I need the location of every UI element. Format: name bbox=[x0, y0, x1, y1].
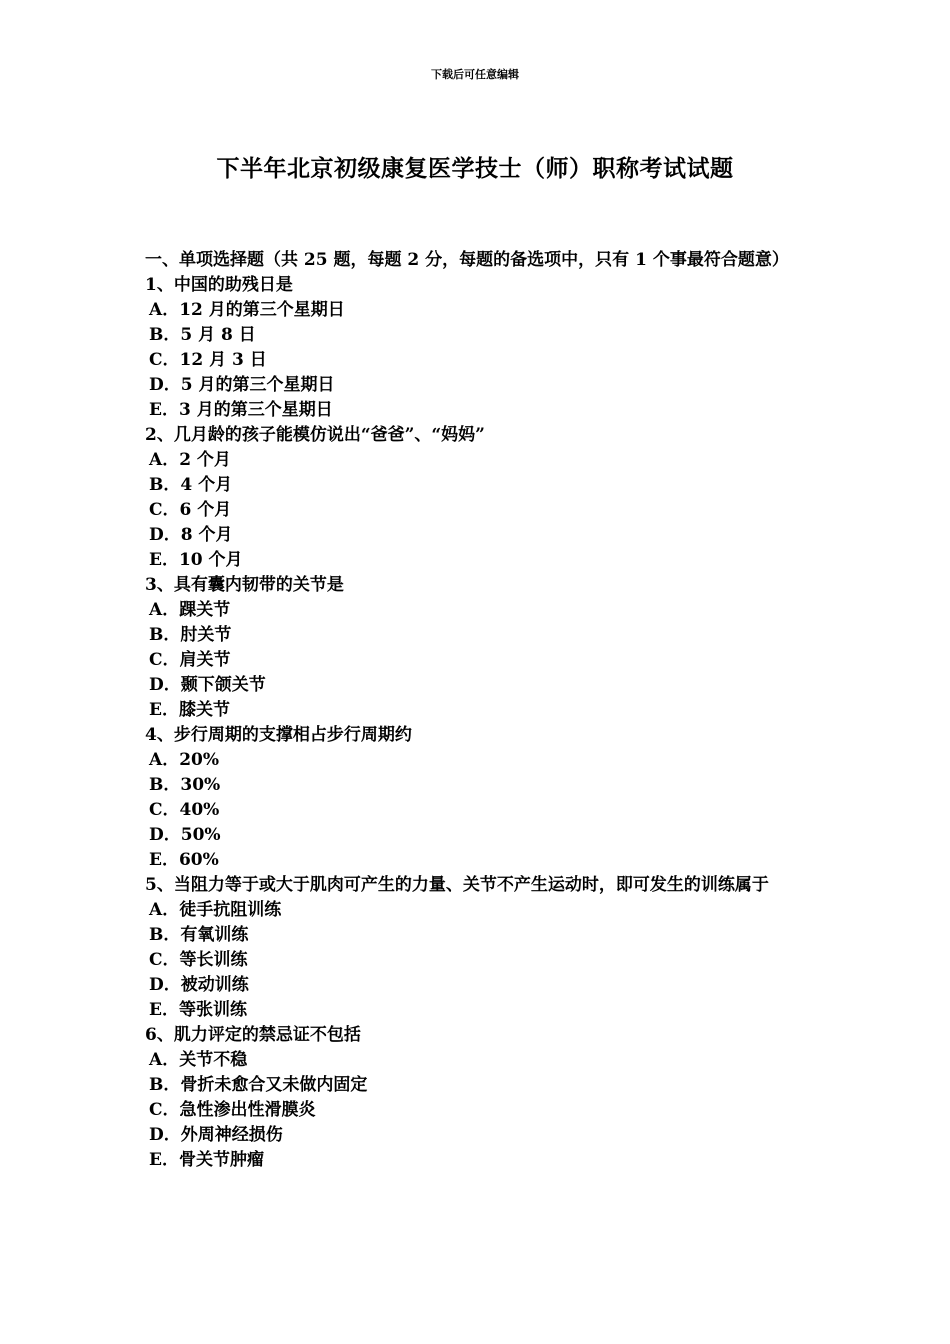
document-body bbox=[145, 248, 815, 1173]
option-d: D．被动训练 bbox=[149, 975, 249, 995]
question-text: 2、几月龄的孩子能模仿说出“爸爸”、“妈妈” bbox=[145, 425, 485, 445]
question-3 bbox=[145, 573, 815, 723]
option-c: C．等长训练 bbox=[149, 950, 248, 970]
option-b: B．30% bbox=[149, 775, 221, 795]
option-a: A．踝关节 bbox=[149, 600, 231, 620]
option-a: A．关节不稳 bbox=[149, 1050, 248, 1070]
option-d: D．8 个月 bbox=[149, 525, 233, 545]
document-title: 下半年北京初级康复医学技士（师）职称考试试题 bbox=[216, 155, 734, 182]
option-d: D．5 月的第三个星期日 bbox=[149, 375, 335, 395]
option-a: A．徒手抗阻训练 bbox=[149, 900, 282, 920]
option-b: B．5 月 8 日 bbox=[149, 325, 256, 345]
option-d: D．颞下颌关节 bbox=[149, 675, 266, 695]
option-c: C．急性渗出性滑膜炎 bbox=[149, 1100, 316, 1120]
option-c: C．12 月 3 日 bbox=[149, 350, 267, 370]
option-e: E．等张训练 bbox=[149, 1000, 247, 1020]
option-e: E．膝关节 bbox=[149, 700, 230, 720]
option-b: B．骨折未愈合又未做内固定 bbox=[149, 1075, 368, 1095]
question-text: 4、步行周期的支撑相占步行周期约 bbox=[145, 725, 412, 745]
option-e: E．60% bbox=[149, 850, 219, 870]
option-c: C．肩关节 bbox=[149, 650, 231, 670]
option-c: C．40% bbox=[149, 800, 220, 820]
option-b: B．有氧训练 bbox=[149, 925, 249, 945]
option-a: A．20% bbox=[149, 750, 220, 770]
question-text: 1、中国的助残日是 bbox=[145, 275, 293, 295]
option-a: A．2 个月 bbox=[149, 450, 231, 470]
option-a: A．12 月的第三个星期日 bbox=[149, 300, 345, 320]
question-text: 3、具有囊内韧带的关节是 bbox=[145, 575, 344, 595]
header-note: 下载后可任意编辑 bbox=[431, 68, 519, 81]
question-text: 5、当阻力等于或大于肌肉可产生的力量、关节不产生运动时，即可发生的训练属于 bbox=[145, 875, 769, 895]
question-4 bbox=[145, 723, 815, 873]
option-b: B．肘关节 bbox=[149, 625, 232, 645]
question-6 bbox=[145, 1023, 815, 1173]
question-2 bbox=[145, 423, 815, 573]
option-d: D．外周神经损伤 bbox=[149, 1125, 283, 1145]
option-d: D．50% bbox=[149, 825, 221, 845]
question-5 bbox=[145, 873, 815, 1023]
option-e: E．骨关节肿瘤 bbox=[149, 1150, 264, 1170]
question-1 bbox=[145, 273, 815, 423]
option-e: E．10 个月 bbox=[149, 550, 243, 570]
option-b: B．4 个月 bbox=[149, 475, 233, 495]
option-e: E．3 月的第三个星期日 bbox=[149, 400, 333, 420]
section-heading: 一、单项选择题（共 25 题，每题 2 分，每题的备选项中，只有 1 个事最符合题意） bbox=[145, 250, 789, 270]
option-c: C．6 个月 bbox=[149, 500, 232, 520]
question-text: 6、肌力评定的禁忌证不包括 bbox=[145, 1025, 361, 1045]
